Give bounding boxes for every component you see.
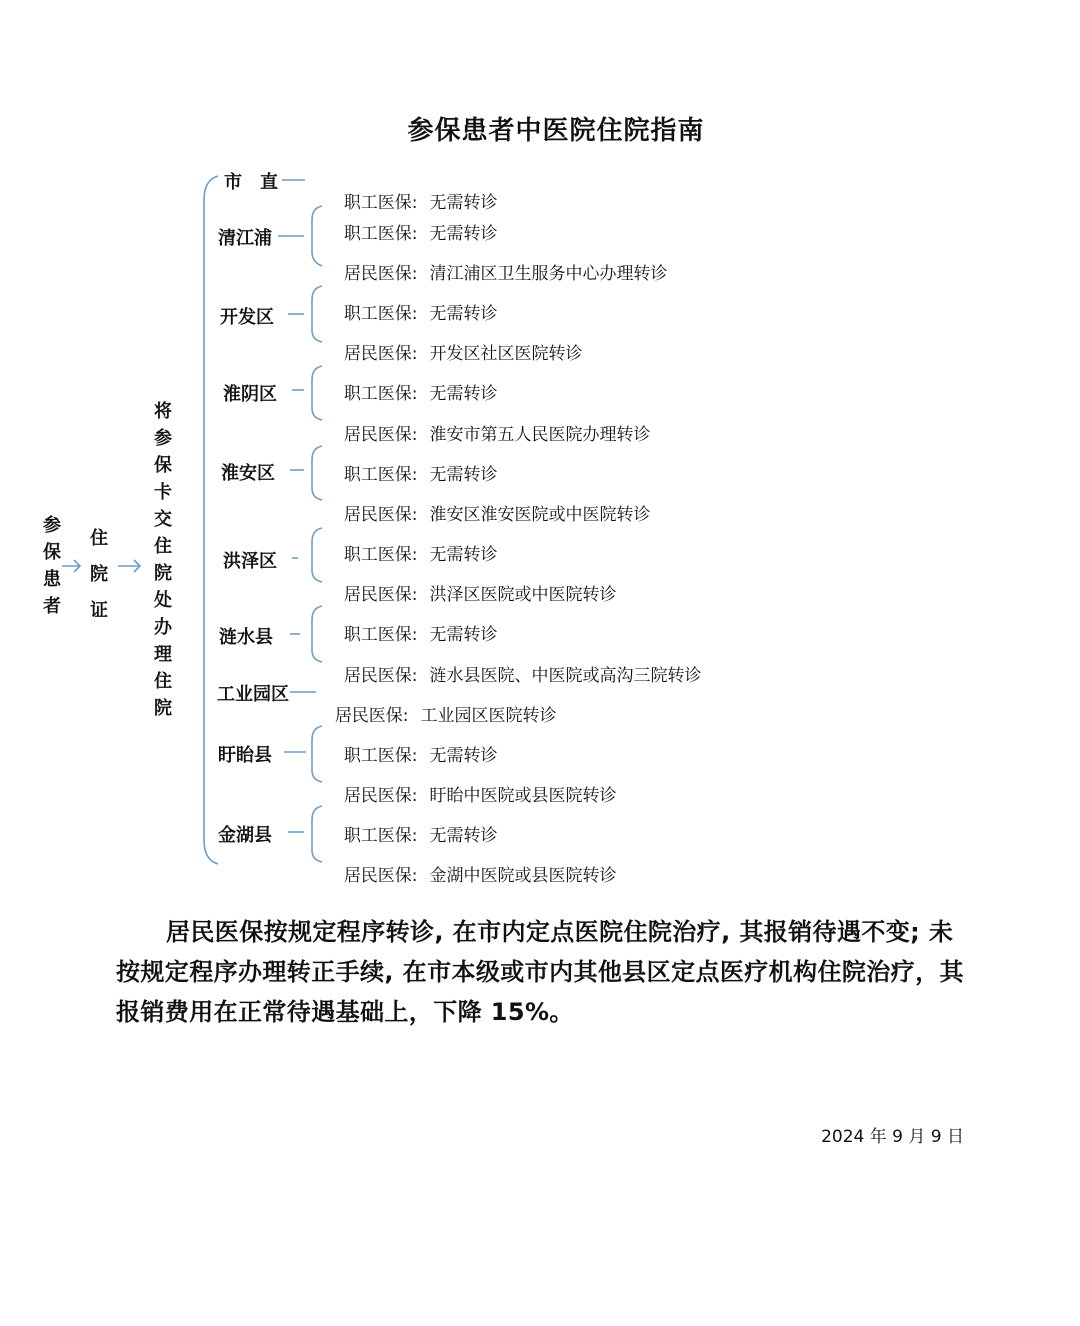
entry-value: 无需转诊 xyxy=(429,625,498,645)
district-kaifaqu: 开发区 xyxy=(220,307,274,328)
district-xuyixian: 盱眙县 xyxy=(218,745,272,766)
brace-kaifaqu xyxy=(312,286,322,342)
entry-label: 居民医保: xyxy=(343,264,418,284)
entry-kaifaqu-employee xyxy=(333,279,498,324)
document-date: 2024 年 9 月 9 日 xyxy=(821,1127,964,1147)
main-brace xyxy=(204,176,218,864)
entry-label: 职工医保: xyxy=(343,384,418,404)
entry-value: 清江浦区卫生服务中心办理转诊 xyxy=(429,264,668,284)
entry-label: 居民医保: xyxy=(343,344,418,364)
district-huaianqu: 淮安区 xyxy=(221,463,275,484)
entry-label: 居民医保: xyxy=(343,786,418,806)
entry-huaianqu-employee xyxy=(333,440,498,485)
entry-value: 盱眙中医院或县医院转诊 xyxy=(429,786,617,806)
entry-value: 无需转诊 xyxy=(429,746,498,766)
entry-value: 无需转诊 xyxy=(429,465,498,485)
district-lianshuixian: 涟水县 xyxy=(219,627,273,648)
brace-jinhuxian xyxy=(312,806,322,862)
entry-label: 职工医保: xyxy=(343,826,418,846)
entry-xuyixian-employee xyxy=(333,721,498,766)
entry-label: 职工医保: xyxy=(343,746,418,766)
entry-label: 职工医保: xyxy=(343,224,418,244)
district-shizhi: 市 直 xyxy=(224,172,278,193)
entry-lianshuixian-employee xyxy=(333,600,498,645)
entry-value: 无需转诊 xyxy=(429,304,498,324)
district-qingjiangpu: 清江浦 xyxy=(218,228,272,249)
entry-label: 居民医保: xyxy=(343,666,418,686)
entry-value: 淮安市第五人民医院办理转诊 xyxy=(429,425,651,445)
brace-hongzequ xyxy=(312,528,322,582)
entry-label: 职工医保: xyxy=(343,545,418,565)
entry-label: 居民医保: xyxy=(334,706,409,726)
entry-qingjiangpu-resident xyxy=(333,239,668,284)
step-submit-card: 将参保卡交住院处办理住院 xyxy=(154,401,172,719)
district-huaiyinqu: 淮阴区 xyxy=(223,384,277,405)
entry-value: 无需转诊 xyxy=(429,384,498,404)
entry-xuyixian-resident xyxy=(333,761,617,806)
entry-huaianqu-resident xyxy=(333,480,651,525)
entry-value: 开发区社区医院转诊 xyxy=(429,344,583,364)
entry-value: 金湖中医院或县医院转诊 xyxy=(429,866,617,886)
entry-label: 居民医保: xyxy=(343,866,418,886)
entry-jinhuxian-employee xyxy=(333,801,498,846)
brace-lianshuixian xyxy=(312,606,322,662)
entry-lianshuixian-resident xyxy=(333,641,702,686)
brace-qingjiangpu xyxy=(312,206,322,266)
entry-label: 居民医保: xyxy=(343,425,418,445)
entry-huaiyinqu-employee xyxy=(333,359,498,404)
entry-label: 居民医保: xyxy=(343,505,418,525)
brace-huaianqu xyxy=(312,446,322,500)
brace-xuyixian xyxy=(312,726,322,782)
entry-value: 无需转诊 xyxy=(429,826,498,846)
entry-label: 居民医保: xyxy=(343,585,418,605)
step-insured-patient: 参保患者 xyxy=(43,515,61,617)
entry-value: 无需转诊 xyxy=(429,224,498,244)
entry-label: 职工医保: xyxy=(343,193,418,213)
entry-jinhuxian-resident xyxy=(333,841,617,886)
entry-hongzequ-resident xyxy=(333,560,617,605)
entry-value: 涟水县医院、中医院或高沟三院转诊 xyxy=(429,666,702,686)
entry-label: 职工医保: xyxy=(343,304,418,324)
entry-value: 洪泽区医院或中医院转诊 xyxy=(429,585,617,605)
policy-note: 居民医保按规定程序转诊, 在市内定点医院住院治疗, 其报销待遇不变; 未按规定程序办理转正手续, 在市本级或市内其他县区定点医疗机构住院治疗，其报销费用在正常待遇基础上，下降 15%。 xyxy=(116,918,964,1026)
entry-label: 职工医保: xyxy=(343,465,418,485)
district-jinhuxian: 金湖县 xyxy=(218,825,272,846)
entry-huaiyinqu-resident xyxy=(333,400,651,445)
entry-label: 职工医保: xyxy=(343,625,418,645)
entry-value: 工业园区医院转诊 xyxy=(420,706,557,726)
entry-value: 无需转诊 xyxy=(429,545,498,565)
entry-kaifaqu-resident xyxy=(333,319,583,364)
entry-qingjiangpu-employee xyxy=(333,199,498,244)
district-hongzequ: 洪泽区 xyxy=(223,551,277,572)
brace-huaiyinqu xyxy=(312,366,322,420)
page-title: 参保患者中医院住院指南 xyxy=(407,116,705,146)
entry-hongzequ-employee xyxy=(333,520,498,565)
district-gongyeyuanqu: 工业园区 xyxy=(217,684,289,705)
entry-value: 无需转诊 xyxy=(429,193,498,213)
entry-gongyeyuanqu-resident xyxy=(324,681,557,726)
step-admission-certificate: 住院证 xyxy=(90,528,108,621)
entry-value: 淮安区淮安医院或中医院转诊 xyxy=(429,505,651,525)
